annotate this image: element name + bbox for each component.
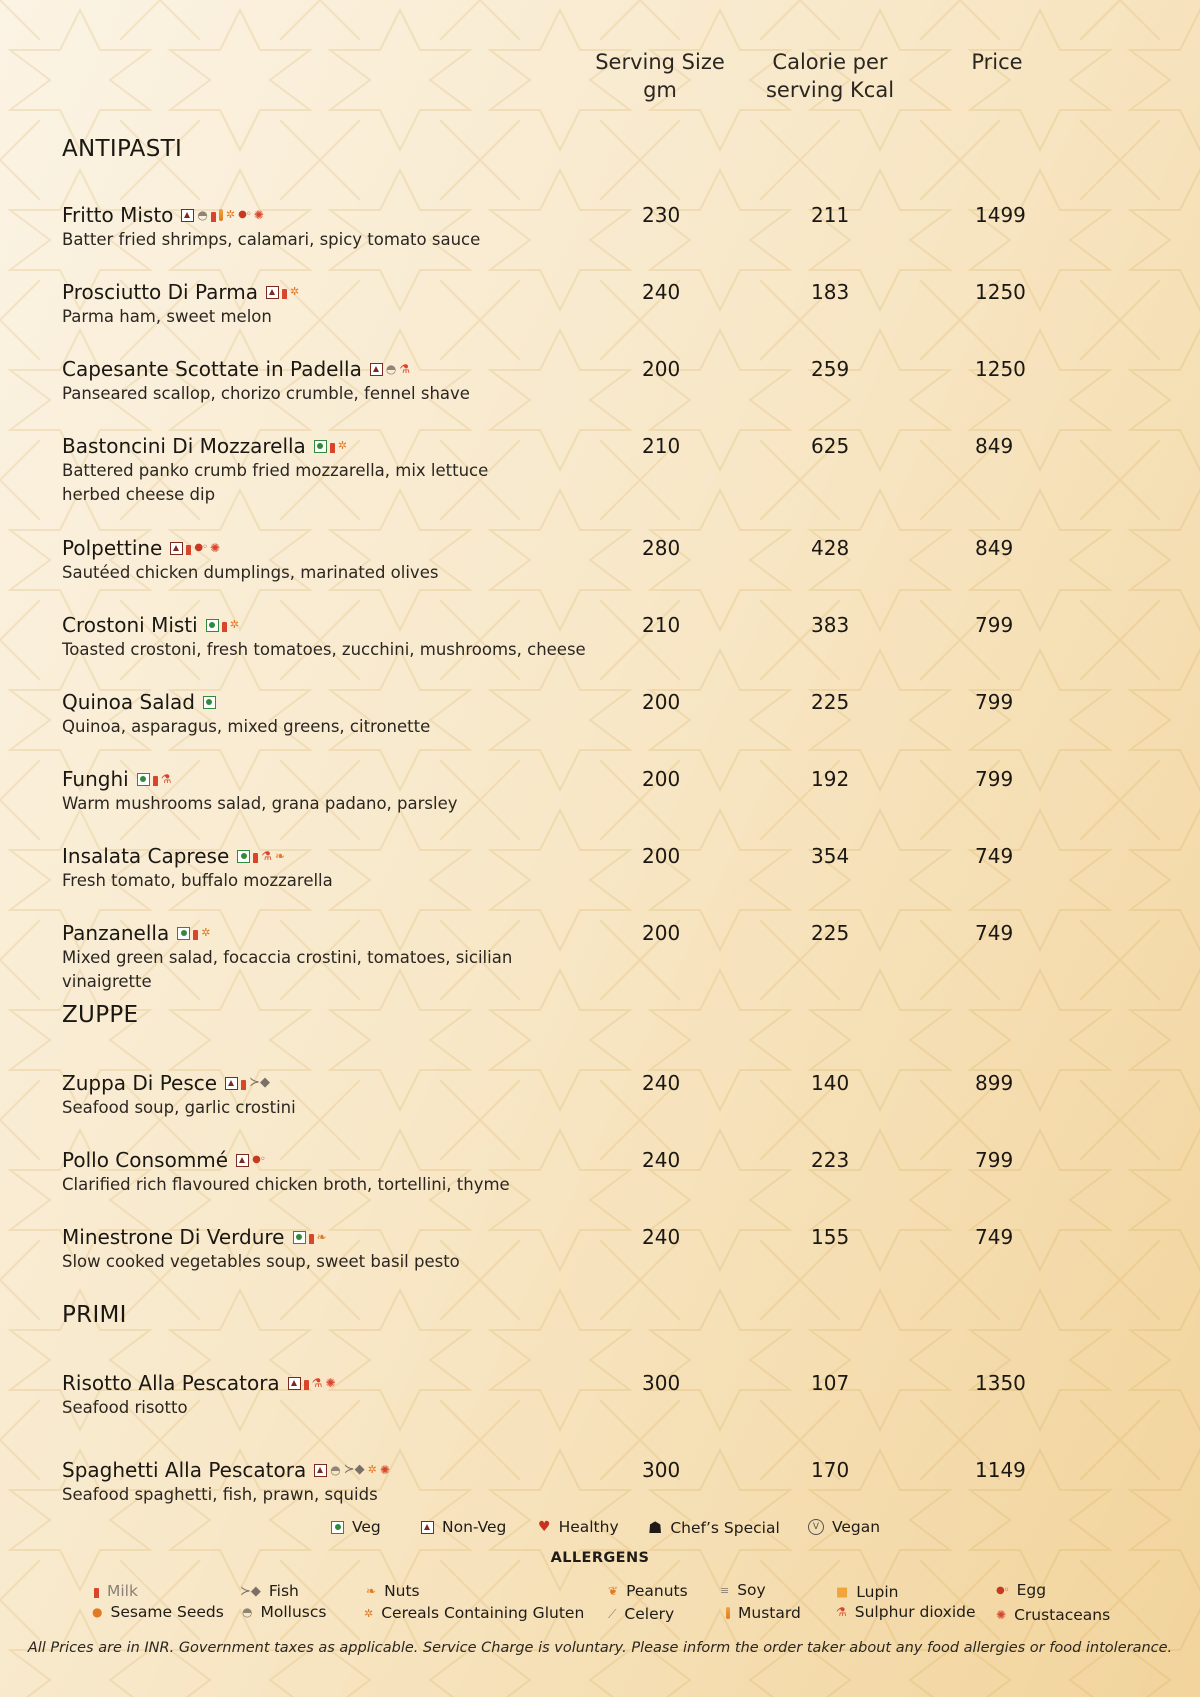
menu-item-description: Mixed green salad, focaccia crostini, tomatoes, sicilian vinaigrette [62, 948, 513, 991]
menu-item [62, 1147, 1162, 1197]
calorie-header-line1: Calorie per [772, 50, 888, 74]
allergen-celery-label: Celery [624, 1605, 675, 1623]
milk-icon [282, 289, 287, 299]
veg-icon [137, 773, 150, 786]
wheat-icon: ✲ [367, 1463, 377, 1476]
calories: 183 [811, 280, 850, 304]
menu-item-name: Panzanella [62, 921, 170, 945]
egg-icon: ●◦ [194, 542, 207, 553]
menu-item [62, 689, 1162, 739]
wheat-icon: ✲ [364, 1606, 374, 1620]
crab-icon: ✺ [325, 1376, 336, 1390]
allergen-crustaceans [996, 1606, 1110, 1624]
price: 899 [975, 1071, 1014, 1095]
allergen-molluscs [242, 1603, 326, 1621]
calories: 225 [811, 690, 850, 714]
nonveg-icon [421, 1521, 434, 1534]
serving-size: 240 [642, 280, 681, 304]
allergen-icons [314, 433, 347, 459]
allergen-soy [720, 1581, 766, 1599]
fish-icon: ≻◆ [249, 1075, 270, 1090]
allergen-icons [206, 612, 239, 638]
menu-item [62, 535, 1162, 585]
wheat-icon: ✲ [290, 285, 300, 298]
legend-vegan [808, 1518, 880, 1536]
allergen-peanuts-label: Peanuts [626, 1582, 688, 1600]
nonveg-icon [266, 286, 279, 299]
legend-healthy [538, 1518, 619, 1536]
serving-size: 280 [642, 536, 681, 560]
legend-chef-label: Chef’s Special [670, 1518, 780, 1537]
allergen-lupin [836, 1583, 898, 1601]
footer-note: All Prices are in INR. Government taxes as applicable. Service Charge is voluntary. Please inform the order taker about any food allergies or food intolerance. [27, 1640, 1173, 1656]
milk-icon [253, 853, 258, 863]
milk-icon [309, 1234, 314, 1244]
section-primi: PRIMI [62, 1302, 127, 1328]
crab-icon: ✺ [253, 208, 264, 222]
allergen-lupin-label: Lupin [856, 1583, 899, 1601]
section-zuppe: ZUPPE [62, 1002, 139, 1028]
price: 799 [975, 767, 1014, 791]
veg-icon [206, 619, 219, 632]
price: 799 [975, 613, 1014, 637]
chef-hat-icon: ☗ [648, 1518, 663, 1537]
price: 749 [975, 1225, 1014, 1249]
price: 749 [975, 844, 1014, 868]
veg-icon [237, 850, 250, 863]
shell-icon: ◓ [242, 1605, 253, 1619]
price-header: Price [971, 50, 1023, 74]
fish-icon: ≻◆ [240, 1583, 261, 1599]
menu-item-description: Parma ham, sweet melon [62, 307, 272, 326]
calories: 211 [811, 203, 850, 227]
shell-icon: ◓ [330, 1463, 341, 1477]
allergen-fish [240, 1582, 299, 1600]
menu-item-name: Risotto Alla Pescatora [62, 1371, 280, 1395]
legend-vegan-label: Vegan [832, 1518, 881, 1536]
egg-icon: ●◦ [238, 209, 251, 220]
milk-icon [186, 545, 191, 555]
menu-item-description: Battered panko crumb fried mozzarella, mix lettuce [62, 461, 489, 480]
soy-icon: ≡ [720, 1583, 730, 1597]
wheat-icon: ✲ [225, 208, 236, 221]
crab-icon: ✺ [379, 1463, 390, 1477]
mustard-icon [726, 1607, 730, 1619]
menu-item-description: herbed cheese dip [62, 485, 216, 504]
legend-healthy-label: Healthy [558, 1518, 619, 1536]
milk-icon [330, 443, 335, 453]
allergen-crustaceans-label: Crustaceans [1014, 1606, 1111, 1624]
serving-size: 210 [642, 434, 681, 458]
legend-veg-label: Veg [352, 1518, 381, 1536]
menu-item [62, 1224, 1162, 1274]
menu-item [62, 202, 1162, 252]
fish-icon: ≻◆ [343, 1462, 365, 1477]
calories: 155 [811, 1225, 850, 1249]
serving-size: 200 [642, 921, 681, 945]
wheat-icon: ✲ [229, 618, 239, 631]
menu-item-name: Quinoa Salad [62, 690, 195, 714]
egg-icon: ●◦ [996, 1584, 1009, 1596]
menu-item [62, 279, 1162, 329]
menu-item-name: Spaghetti Alla Pescatora [62, 1458, 307, 1482]
calories: 383 [811, 613, 850, 637]
price: 849 [975, 536, 1014, 560]
legend-nonveg-label: Non-Veg [442, 1518, 507, 1536]
wheat-icon: ✲ [337, 439, 348, 452]
allergen-soy-label: Soy [737, 1581, 766, 1599]
allergen-fish-label: Fish [268, 1582, 299, 1600]
calories: 223 [811, 1148, 850, 1172]
heart-icon: ♥ [538, 1519, 551, 1535]
menu-item-name: Polpettine [62, 536, 163, 560]
menu-item-description: Quinoa, asparagus, mixed greens, citronette [62, 717, 431, 736]
serving-size: 230 [642, 203, 681, 227]
nonveg-icon [314, 1464, 327, 1477]
serving-size: 240 [642, 1225, 681, 1249]
shell-icon: ◓ [385, 362, 397, 376]
menu-item-description: Seafood spaghetti, fish, prawn, squids [62, 1485, 378, 1504]
menu-item [62, 843, 1162, 893]
flask-icon: ⚗ [261, 849, 273, 863]
price: 1149 [975, 1458, 1026, 1482]
price: 799 [975, 1148, 1014, 1172]
allergen-icons [237, 843, 285, 869]
milk-icon [222, 622, 227, 632]
menu-item-name: Pollo Consommé [62, 1148, 229, 1172]
allergen-icons [203, 696, 216, 709]
menu-item-description: Toasted crostoni, fresh tomatoes, zucchini, mushrooms, cheese [62, 640, 586, 659]
nuts-icon: ❧ [275, 849, 286, 863]
flask-icon: ⚗ [311, 1376, 323, 1390]
menu-item-name: Minestrone Di Verdure [62, 1225, 285, 1249]
wheat-icon: ✲ [201, 926, 211, 939]
menu-item-description: Seafood risotto [62, 1398, 188, 1417]
serving-size: 200 [642, 767, 681, 791]
vegan-icon: V [808, 1519, 824, 1535]
shell-icon: ◓ [197, 208, 208, 222]
serving-size-header-line1: Serving Size [595, 50, 725, 74]
nonveg-icon [170, 542, 183, 555]
celery-icon: ⟋ [608, 1606, 617, 1621]
price: 749 [975, 921, 1014, 945]
veg-icon [203, 696, 216, 709]
flask-icon: ⚗ [399, 362, 411, 376]
allergen-celery [608, 1605, 674, 1623]
price: 1250 [975, 357, 1026, 381]
menu-item-description: Panseared scallop, chorizo crumble, fennel shave [62, 384, 470, 403]
allergen-mustard [726, 1604, 801, 1622]
menu-item-description: Fresh tomato, buffalo mozzarella [62, 871, 333, 890]
calories: 354 [811, 844, 850, 868]
serving-size: 300 [642, 1371, 681, 1395]
allergen-gluten [364, 1604, 584, 1622]
menu-item-name: Crostoni Misti [62, 613, 198, 637]
milk-icon [193, 930, 198, 940]
menu-item [62, 356, 1162, 406]
calories: 192 [811, 767, 850, 791]
milk-icon [211, 212, 216, 222]
allergen-egg [996, 1581, 1046, 1599]
serving-size: 200 [642, 357, 681, 381]
serving-size-header-line2: gm [643, 78, 677, 102]
section-antipasti: ANTIPASTI [62, 136, 183, 162]
menu-item-description: Clarified rich flavoured chicken broth, tortellini, thyme [62, 1175, 510, 1194]
nonveg-icon [236, 1154, 249, 1167]
flask-icon: ⚗ [836, 1605, 847, 1619]
nonveg-icon [288, 1377, 301, 1390]
menu-item-name: Funghi [62, 767, 129, 791]
menu-item-name: Prosciutto Di Parma [62, 280, 258, 304]
allergen-milk [94, 1582, 138, 1600]
nonveg-icon [181, 209, 194, 222]
menu-item-description: Seafood soup, garlic crostini [62, 1098, 296, 1117]
allergen-icons [370, 356, 410, 382]
allergen-icons [293, 1224, 327, 1250]
menu-item-name: Zuppa Di Pesce [62, 1071, 218, 1095]
milk-icon [153, 776, 158, 786]
veg-icon [314, 440, 327, 453]
calories: 428 [811, 536, 850, 560]
menu-item [62, 1457, 1162, 1507]
flask-icon: ⚗ [160, 772, 172, 786]
calories: 140 [811, 1071, 850, 1095]
allergen-molluscs-label: Molluscs [260, 1603, 327, 1621]
menu-item [62, 1070, 1162, 1120]
allergen-icons [314, 1457, 390, 1483]
peanut-icon: ❦ [608, 1584, 619, 1598]
menu-item-description: Batter fried shrimps, calamari, spicy tomato sauce [62, 230, 481, 249]
allergen-egg-label: Egg [1016, 1581, 1047, 1599]
allergen-icons [266, 279, 299, 305]
nonveg-icon [225, 1077, 238, 1090]
veg-icon [177, 927, 190, 940]
price: 849 [975, 434, 1014, 458]
allergen-icons [225, 1070, 270, 1096]
menu-item-description: Sautéed chicken dumplings, marinated olives [62, 563, 439, 582]
allergen-milk-label: Milk [107, 1582, 138, 1600]
allergen-icons [137, 766, 172, 792]
menu-item [62, 920, 1162, 994]
mustard-icon [219, 209, 223, 221]
allergen-peanuts [608, 1582, 688, 1600]
menu-item-name: Fritto Misto [62, 203, 174, 227]
veg-icon [293, 1231, 306, 1244]
nonveg-icon [370, 363, 383, 376]
allergen-icons [181, 202, 263, 228]
egg-icon: ●◦ [252, 1154, 265, 1165]
menu-item [62, 1370, 1162, 1420]
legend-veg [331, 1518, 381, 1536]
calories: 225 [811, 921, 850, 945]
allergen-icons [177, 920, 210, 946]
lupin-icon: ■ [836, 1584, 849, 1600]
milk-icon [304, 1380, 309, 1390]
sesame-icon: ● [92, 1605, 103, 1619]
price: 1499 [975, 203, 1026, 227]
serving-size: 200 [642, 690, 681, 714]
allergen-sulphur [836, 1603, 976, 1621]
legend-chef [648, 1518, 780, 1537]
calories: 625 [811, 434, 850, 458]
calories: 259 [811, 357, 850, 381]
crab-icon: ✺ [996, 1608, 1007, 1622]
allergen-icons [236, 1147, 265, 1173]
calorie-header [755, 48, 905, 104]
nuts-icon: ❧ [316, 1230, 327, 1244]
serving-size: 240 [642, 1071, 681, 1095]
milk-icon [241, 1080, 246, 1090]
menu-item-description: Slow cooked vegetables soup, sweet basil pesto [62, 1252, 460, 1271]
serving-size: 210 [642, 613, 681, 637]
serving-size: 240 [642, 1148, 681, 1172]
menu-item-description: Warm mushrooms salad, grana padano, parsley [62, 794, 458, 813]
allergen-icons [170, 535, 220, 561]
calories: 170 [811, 1458, 850, 1482]
allergen-gluten-label: Cereals Containing Gluten [381, 1604, 585, 1622]
calories: 107 [811, 1371, 850, 1395]
allergen-icons [288, 1370, 336, 1396]
legend-nonveg [421, 1518, 506, 1536]
menu-item [62, 766, 1162, 816]
menu-item [62, 612, 1162, 662]
allergens-title: ALLERGENS [550, 1550, 650, 1566]
serving-size-header [595, 48, 725, 104]
nuts-icon: ❧ [366, 1584, 377, 1598]
allergen-mustard-label: Mustard [738, 1604, 801, 1622]
price: 1350 [975, 1371, 1026, 1395]
price: 1250 [975, 280, 1026, 304]
crab-icon: ✺ [210, 541, 221, 555]
allergen-sulphur-label: Sulphur dioxide [854, 1603, 976, 1621]
allergen-nuts [366, 1582, 420, 1600]
menu-item-name: Capesante Scottate in Padella [62, 357, 362, 381]
menu-item-name: Insalata Caprese [62, 844, 230, 868]
calorie-header-line2: serving Kcal [765, 78, 895, 102]
allergen-nuts-label: Nuts [384, 1582, 420, 1600]
menu-item [62, 433, 1162, 507]
price: 799 [975, 690, 1014, 714]
menu-item-name: Bastoncini Di Mozzarella [62, 434, 306, 458]
veg-icon [331, 1521, 344, 1534]
milk-icon [94, 1588, 99, 1598]
serving-size: 300 [642, 1458, 681, 1482]
allergen-sesame-label: Sesame Seeds [110, 1603, 224, 1621]
allergen-sesame [92, 1603, 224, 1621]
serving-size: 200 [642, 844, 681, 868]
